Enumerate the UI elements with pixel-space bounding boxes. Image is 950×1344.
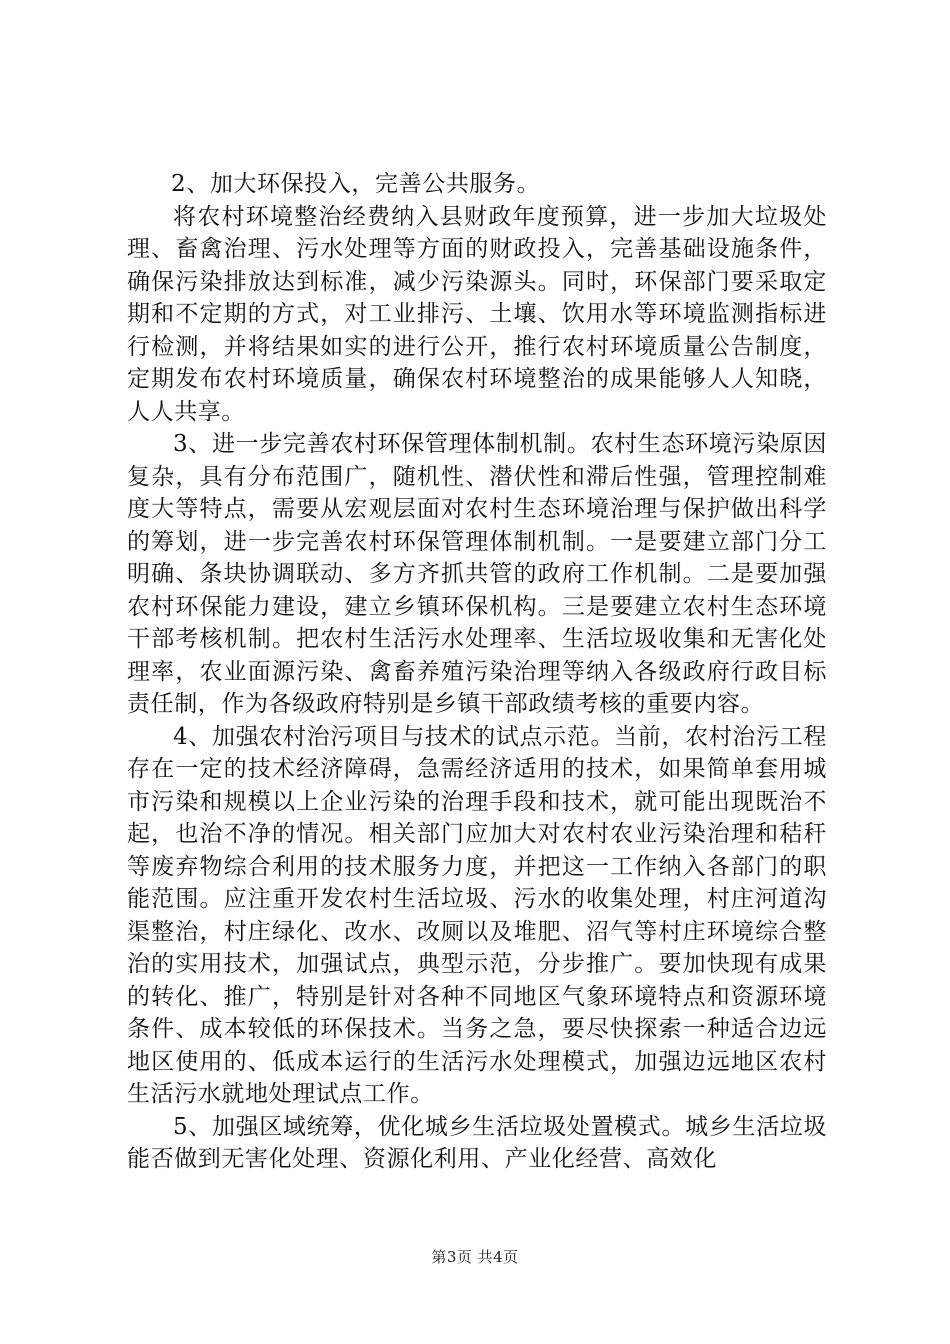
paragraph-regional-coordination: 5、加强区域统筹，优化城乡生活垃圾处置模式。城乡生活垃圾能否做到无害化处理、资源化利用、产业化经营、高效化: [127, 1113, 827, 1172]
paragraph-pilot-demonstration: 4、加强农村治污项目与技术的试点示范。当前，农村治污工程存在一定的技术经济障碍，急需经济适用的技术，如果简单套用城市污染和规模以上企业污染的治理手段和技术，就可能出现既治不起，也治不净的情况。相关部门应加大对农村农业污染治理和秸秆等废弃物综合利用的技术服务力度，并把这一工作纳入各部门的职能范围。应注重开发农村生活垃圾、污水的收集处理，村庄河道沟渠整治，村庄绿化、改水、改厕以及堆肥、沼气等村庄环境综合整治的实用技术，加强试点，典型示范，分步推广。要加快现有成果的转化、推广，特别是针对各种不同地区气象环境特点和资源环境条件、成本较低的环保技术。当务之急，要尽快探索一种适合边远地区使用的、低成本运行的生活污水处理模式，加强边远地区农村生活污水就地处理试点工作。: [127, 723, 827, 1107]
page-number-footer: 第3页 共4页: [431, 1248, 519, 1266]
paragraph-environmental-investment: 将农村环境整治经费纳入县财政年度预算，进一步加大垃圾处理、畜禽治理、污水处理等方面的财政投入，完善基础设施条件，确保污染排放达到标准，减少污染源头。同时，环保部门要采取定期和不定期的方式，对工业排污、土壤、饮用水等环境监测指标进行检测，并将结果如实的进行公开，推行农村环境质量公告制度，定期发布农村环境质量，确保农村环境整治的成果能够人人知晓，人人共享。: [127, 203, 827, 425]
paragraph-management-mechanism: 3、进一步完善农村环保管理体制机制。农村生态环境污染原因复杂，具有分布范围广，随机性、潜伏性和滞后性强，管理控制难度大等特点，需要从宏观层面对农村生态环境治理与保护做出科学的筹划，进一步完善农村环保管理体制机制。一是要建立部门分工明确、条块协调联动、多方齐抓共管的政府工作机制。二是要加强农村环保能力建设，建立乡镇环保机构。三是要建立农村生态环境干部考核机制。把农村生活污水处理率、生活垃圾收集和无害化处理率，农业面源污染、禽畜养殖污染治理等纳入各级政府行政目标责任制，作为各级政府特别是乡镇干部政绩考核的重要内容。: [127, 431, 827, 717]
paragraph-heading-2: 2、加大环保投入，完善公共服务。: [171, 171, 541, 197]
document-body: [127, 168, 827, 1176]
